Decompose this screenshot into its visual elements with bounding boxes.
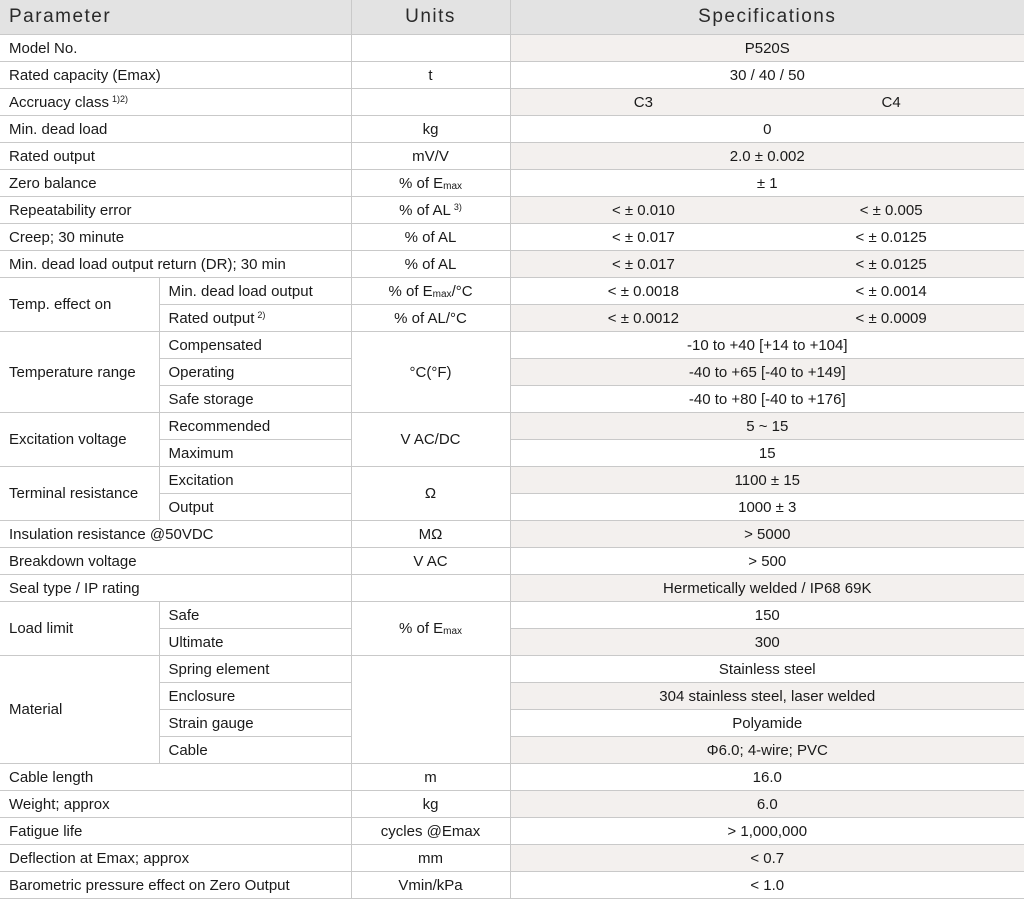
footnote-ref: 3) <box>453 201 462 212</box>
unit-value: mm <box>351 845 510 872</box>
unit-cell <box>351 278 510 305</box>
spec-c4: < ± 0.0014 <box>855 282 927 300</box>
spec-value: P520S <box>510 35 1024 62</box>
sub-param-label: Enclosure <box>159 683 351 710</box>
spec-c4: < ± 0.0009 <box>855 309 927 327</box>
table-row-creep <box>0 224 1024 251</box>
spec-pair <box>510 197 1024 224</box>
unit-suffix: /°C <box>451 282 473 300</box>
unit-value: °C(°F) <box>351 332 510 413</box>
unit-value <box>351 89 510 116</box>
param-label: Rated capacity (Emax) <box>0 62 351 89</box>
unit-subscript: max <box>432 288 452 300</box>
spec-pair <box>510 278 1024 305</box>
spec-c4: < ± 0.0125 <box>855 228 927 246</box>
table-row-rated-output <box>0 143 1024 170</box>
sub-param-label: Ultimate <box>159 629 351 656</box>
param-label: Deflection at Emax; approx <box>0 845 351 872</box>
param-label: Barometric pressure effect on Zero Output <box>0 872 351 899</box>
spec-value: Hermetically welded / IP68 69K <box>510 575 1024 602</box>
param-label: Material <box>0 656 159 764</box>
unit-subscript: max <box>443 626 463 637</box>
unit-value: t <box>351 62 510 89</box>
unit-value <box>351 35 510 62</box>
spec-pair <box>510 89 1024 116</box>
param-cell <box>0 89 351 116</box>
param-label: Repeatability error <box>0 197 351 224</box>
spec-c3: < ± 0.0018 <box>607 282 679 300</box>
table-row-repeatability <box>0 197 1024 224</box>
unit-cell <box>351 170 510 197</box>
spec-value: -40 to +80 [-40 to +176] <box>510 386 1024 413</box>
sub-param-label: Rated output <box>168 309 255 327</box>
spec-c4: < ± 0.0125 <box>855 255 927 273</box>
unit-value: % of AL <box>351 251 510 278</box>
spec-value: -40 to +65 [-40 to +149] <box>510 359 1024 386</box>
table-row-fatigue <box>0 818 1024 845</box>
sub-param-label: Safe storage <box>159 386 351 413</box>
table-row-load-limit-safe <box>0 602 1024 629</box>
spec-value: < 1.0 <box>510 872 1024 899</box>
spec-value: Φ6.0; 4-wire; PVC <box>510 737 1024 764</box>
unit-value: % of AL <box>351 224 510 251</box>
unit-value <box>351 575 510 602</box>
table-row-zero-balance <box>0 170 1024 197</box>
footnote-ref: 1)2) <box>112 93 129 104</box>
sub-param-label: Compensated <box>159 332 351 359</box>
sub-param-cell <box>159 305 351 332</box>
unit-text: % of E <box>398 174 444 192</box>
unit-value: % of AL/°C <box>351 305 510 332</box>
table-row-temp-effect-dead-load <box>0 278 1024 305</box>
unit-value: MΩ <box>351 521 510 548</box>
unit-value: m <box>351 764 510 791</box>
spec-value: 30 / 40 / 50 <box>510 62 1024 89</box>
spec-c3: < ± 0.017 <box>611 228 675 246</box>
spec-value: 1100 ± 15 <box>510 467 1024 494</box>
spec-value: 6.0 <box>510 791 1024 818</box>
sub-param-label: Recommended <box>159 413 351 440</box>
spec-c3: < ± 0.017 <box>611 255 675 273</box>
table-row-deflection <box>0 845 1024 872</box>
unit-subscript: max <box>443 180 463 192</box>
spec-c3: < ± 0.010 <box>611 201 675 219</box>
header-specifications: Specifications <box>510 0 1024 35</box>
table-row-dead-load-return <box>0 251 1024 278</box>
table-row-cable-length <box>0 764 1024 791</box>
unit-text: % of E <box>388 282 433 300</box>
unit-value: kg <box>351 791 510 818</box>
sub-param-label: Strain gauge <box>159 710 351 737</box>
param-label: Temp. effect on <box>0 278 159 332</box>
table-header-row <box>0 0 1024 35</box>
unit-value: V AC <box>351 548 510 575</box>
param-label: Seal type / IP rating <box>0 575 351 602</box>
table-row-material-spring <box>0 656 1024 683</box>
spec-pair <box>510 251 1024 278</box>
spec-value: > 5000 <box>510 521 1024 548</box>
table-row-barometric <box>0 872 1024 899</box>
spec-c3: C3 <box>633 93 653 111</box>
spec-value: ± 1 <box>510 170 1024 197</box>
sub-param-label: Output <box>159 494 351 521</box>
spec-value: > 500 <box>510 548 1024 575</box>
spec-value: -10 to +40 [+14 to +104] <box>510 332 1024 359</box>
unit-value: Ω <box>351 467 510 521</box>
spec-value: 5 ~ 15 <box>510 413 1024 440</box>
unit-value: mV/V <box>351 143 510 170</box>
spec-value: > 1,000,000 <box>510 818 1024 845</box>
param-label: Temperature range <box>0 332 159 413</box>
param-label: Cable length <box>0 764 351 791</box>
param-label: Min. dead load output return (DR); 30 min <box>0 251 351 278</box>
unit-value: cycles @Emax <box>351 818 510 845</box>
spec-value: Stainless steel <box>510 656 1024 683</box>
param-label: Insulation resistance @50VDC <box>0 521 351 548</box>
sub-param-label: Spring element <box>159 656 351 683</box>
sub-param-label: Maximum <box>159 440 351 467</box>
unit-text: % of E <box>398 620 444 637</box>
spec-c3: < ± 0.0012 <box>607 309 679 327</box>
spec-value: < 0.7 <box>510 845 1024 872</box>
unit-cell <box>351 197 510 224</box>
spec-pair <box>510 305 1024 332</box>
unit-value: V AC/DC <box>351 413 510 467</box>
param-label: Min. dead load <box>0 116 351 143</box>
footnote-ref: 2) <box>257 309 266 320</box>
table-row-seal <box>0 575 1024 602</box>
table-row-model <box>0 35 1024 62</box>
table-row-weight <box>0 791 1024 818</box>
spec-value: 150 <box>510 602 1024 629</box>
sub-param-label: Excitation <box>159 467 351 494</box>
sub-param-label: Safe <box>159 602 351 629</box>
param-label: Terminal resistance <box>0 467 159 521</box>
param-label: Fatigue life <box>0 818 351 845</box>
table-row-terminal-excitation <box>0 467 1024 494</box>
spec-c4: < ± 0.005 <box>859 201 923 219</box>
unit-value <box>351 656 510 764</box>
header-units: Units <box>351 0 510 35</box>
param-label: Model No. <box>0 35 351 62</box>
table-row-excitation-recommended <box>0 413 1024 440</box>
spec-value: 300 <box>510 629 1024 656</box>
param-label: Accruacy class <box>9 93 110 111</box>
spec-value: 0 <box>510 116 1024 143</box>
param-label: Load limit <box>0 602 159 656</box>
table-row-temp-compensated <box>0 332 1024 359</box>
table-row-min-dead-load <box>0 116 1024 143</box>
spec-value: 304 stainless steel, laser welded <box>510 683 1024 710</box>
param-label: Rated output <box>0 143 351 170</box>
spec-value: 2.0 ± 0.002 <box>510 143 1024 170</box>
sub-param-label: Operating <box>159 359 351 386</box>
unit-value: Vmin/kPa <box>351 872 510 899</box>
spec-value: 16.0 <box>510 764 1024 791</box>
table-row-breakdown <box>0 548 1024 575</box>
param-label: Excitation voltage <box>0 413 159 467</box>
table-row-capacity <box>0 62 1024 89</box>
spec-value: 15 <box>510 440 1024 467</box>
param-label: Breakdown voltage <box>0 548 351 575</box>
unit-text: % of AL <box>399 201 451 219</box>
table-row-insulation <box>0 521 1024 548</box>
param-label: Zero balance <box>0 170 351 197</box>
table-row-accuracy <box>0 89 1024 116</box>
spec-value: Polyamide <box>510 710 1024 737</box>
header-parameter: Parameter <box>0 0 351 35</box>
param-label: Creep; 30 minute <box>0 224 351 251</box>
param-label: Weight; approx <box>0 791 351 818</box>
spec-c4: C4 <box>881 93 901 111</box>
sub-param-label: Cable <box>159 737 351 764</box>
sub-param-label: Min. dead load output <box>159 278 351 305</box>
spec-value: 1000 ± 3 <box>510 494 1024 521</box>
spec-pair <box>510 224 1024 251</box>
unit-value: kg <box>351 116 510 143</box>
unit-cell <box>351 602 510 656</box>
